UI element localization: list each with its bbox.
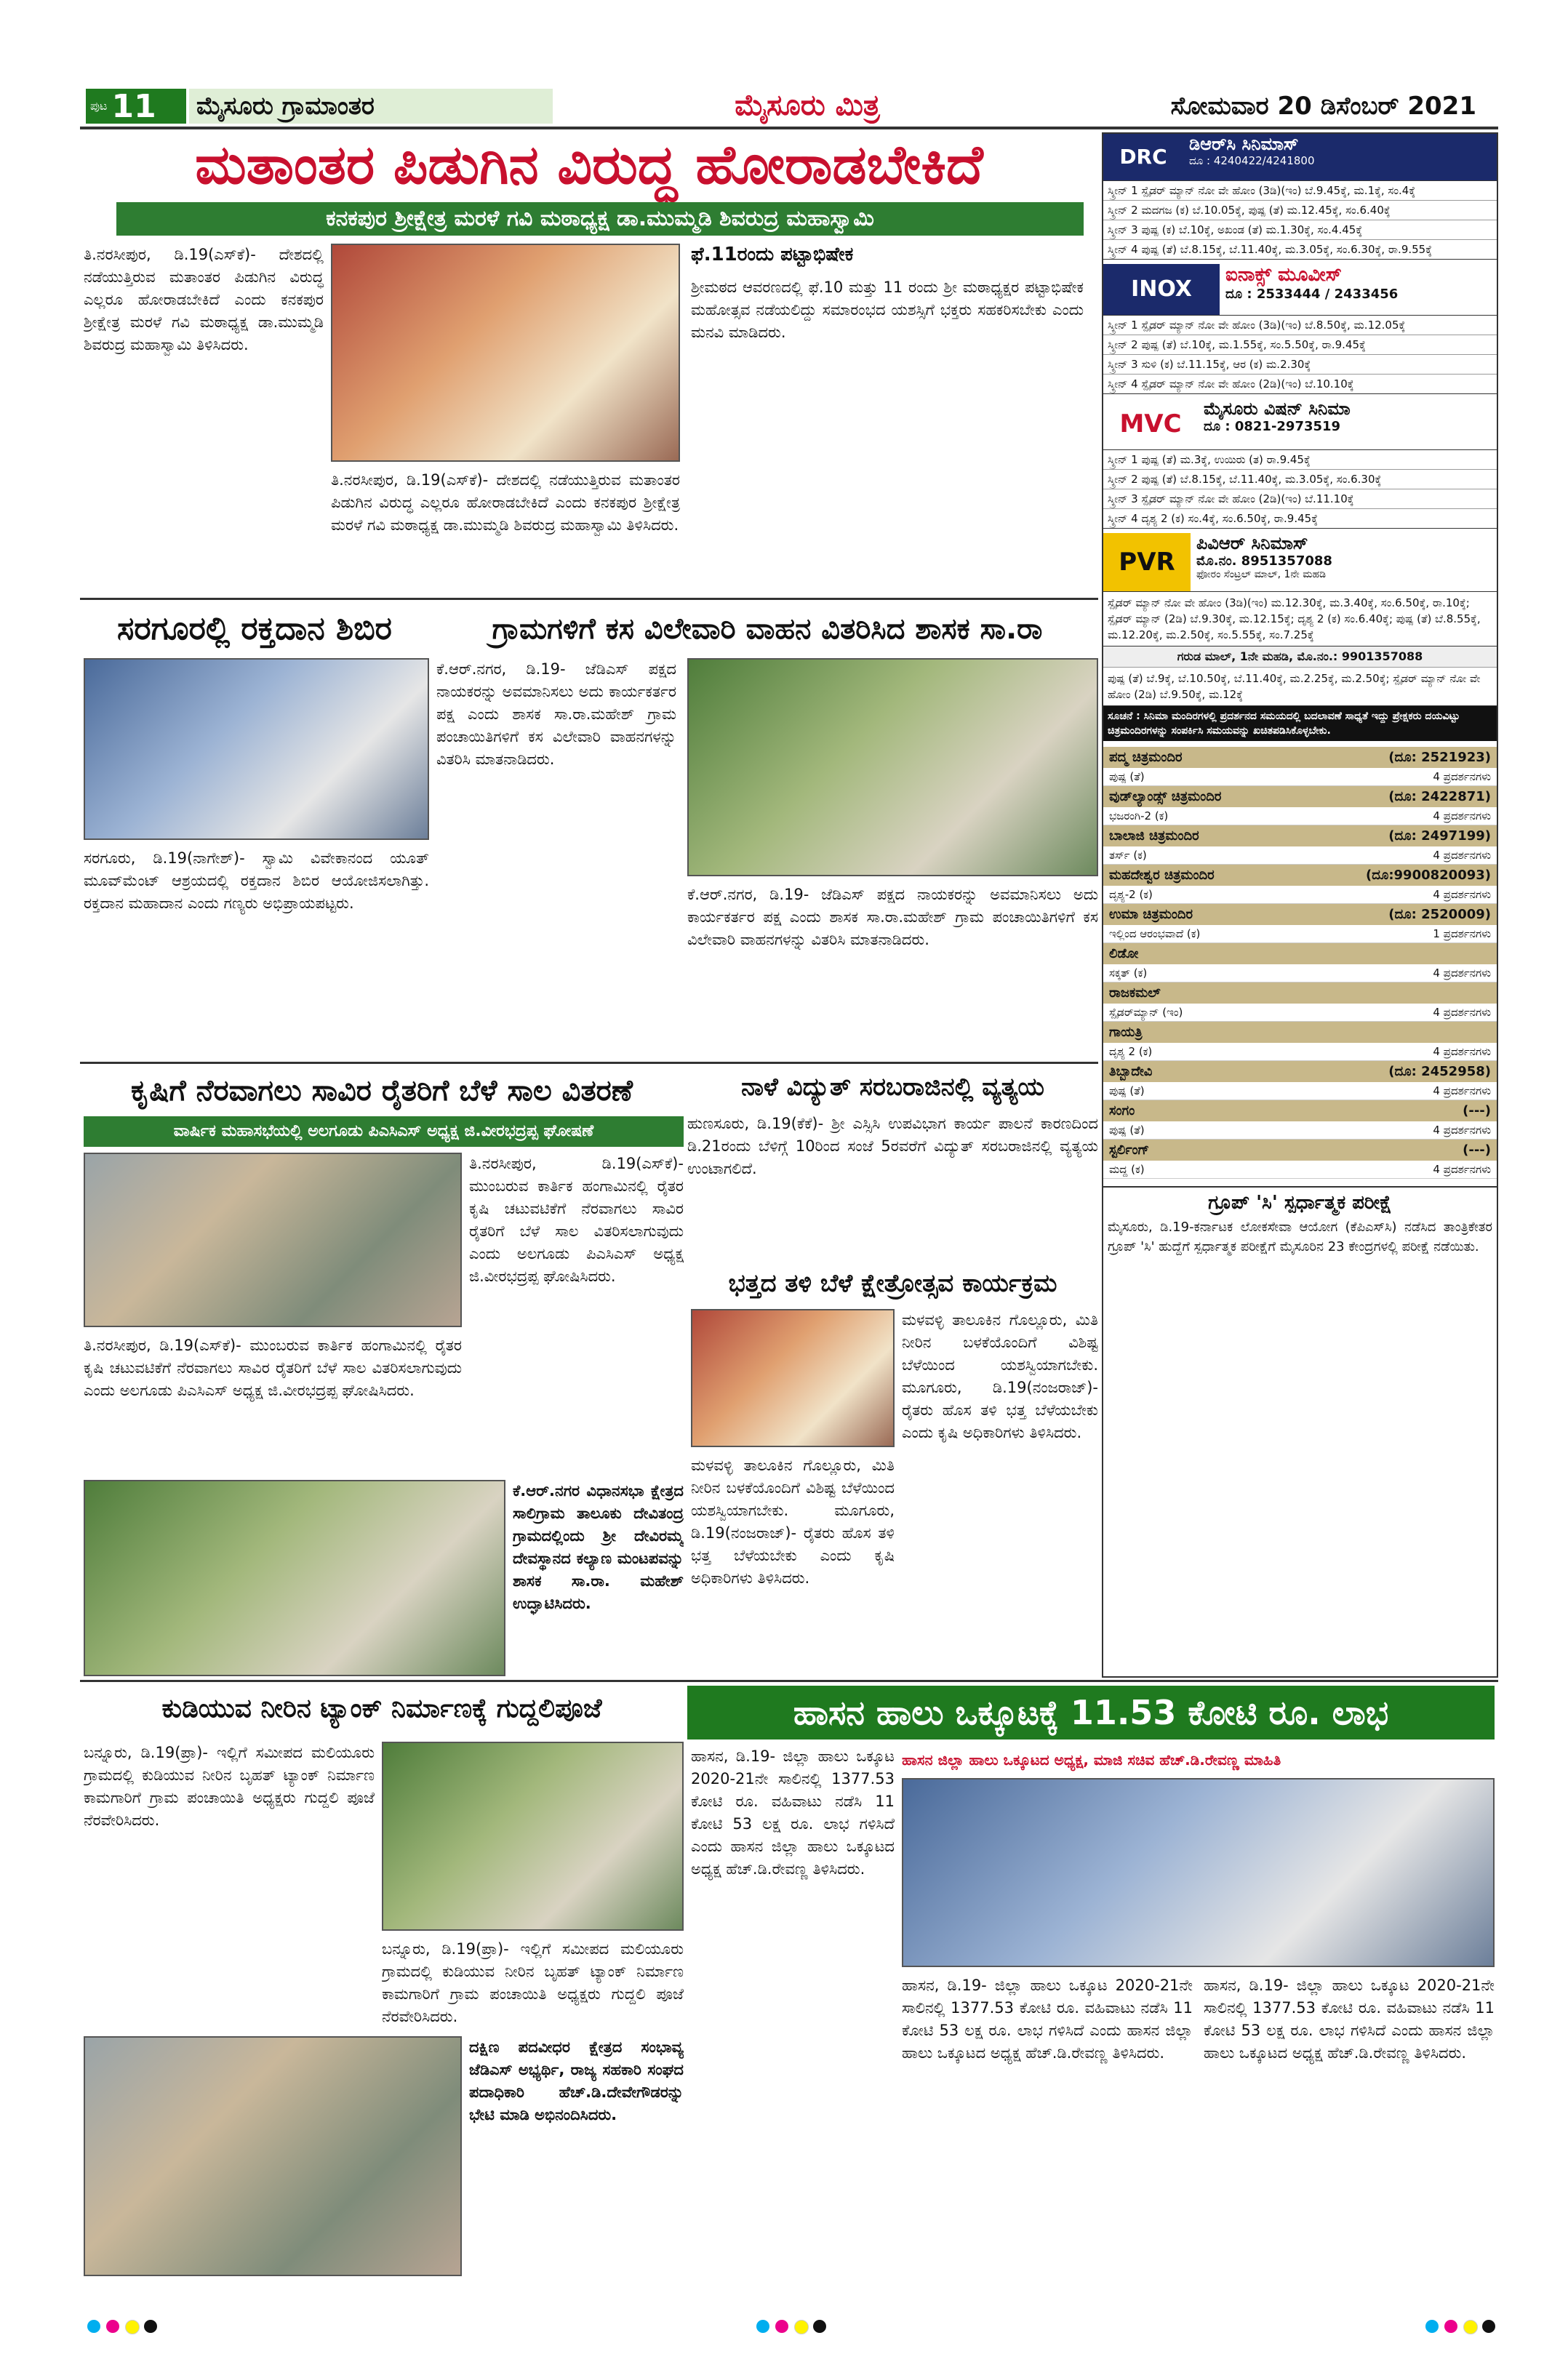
theatre-item: [1103, 1140, 1497, 1179]
garuda-schedule: ಪುಷ್ಪ (ತೆ) ಬೆ.9ಕ್ಕೆ, ಬೆ.10.50ಕ್ಕೆ, ಬೆ.11.40ಕ್ಕೆ, ಮ.2.25ಕ್ಕೆ, ಮ.2.50ಕ್ಕೆ; ಸ್ಪೈಡರ್ ಮ್ಯಾನ್ ನೋ ವೇ ಹೋಂ (2ಡಿ) ಬೆ.9.50ಕ್ಕೆ, ಮ.12ಕ್ಕೆ: [1103, 668, 1497, 706]
loan-body: ತಿ.ನರಸೀಪುರ, ಡಿ.19(ಎಸ್‌ಕೆ)- ಮುಂಬರುವ ಕಾರ್ತಿಕ ಹಂಗಾಮಿನಲ್ಲಿ ರೈತರ ಕೃಷಿ ಚಟುವಟಿಕೆಗೆ ನೆರವಾಗಲು ಸಾವಿರ ರೈತರಿಗೆ ಬೆಳೆ ಸಾಲ ವಿತರಿಸಲಾಗುವುದು ಎಂದು ಅಲಗೂಡು ಪಿಎಸಿಎಸ್ ಅಧ್ಯಕ್ಷ ಜಿ.ವೀರಭದ್ರಪ್ಪ ಘೋಷಿಸಿದರು.: [469, 1155, 684, 1285]
theatre-phone: (ದೂ:9900820093): [1365, 868, 1491, 883]
theatre-name: ಲಿಡೋ: [1109, 946, 1139, 961]
mvc-row: ಸ್ಕ್ರೀನ್ 1 ಪುಷ್ಪ (ತೆ) ಮ.3ಕ್ಕೆ, ಉಯಿರು (ತ) ರಾ.9.45ಕ್ಕೆ: [1103, 450, 1497, 470]
registration-dot: [1482, 2320, 1495, 2333]
theatre-name: ಸ್ಟರ್ಲಿಂಗ್: [1109, 1142, 1150, 1158]
theatre-item: [1103, 786, 1497, 825]
theatre-movie: ಪುಷ್ಪ (ತೆ): [1109, 1124, 1145, 1137]
theatre-phone: (---): [1463, 1103, 1491, 1118]
theatre-shows: 1 ಪ್ರದರ್ಶನಗಳು: [1433, 927, 1491, 940]
page-number-badge: [86, 89, 186, 124]
power-body: ಹುಣಸೂರು, ಡಿ.19(ಕೆಕೆ)- ಶ್ರೀ ಎಸ್ಸಿಸಿ ಉಪವಿಭಾಗ ಕಾರ್ಯ ಪಾಲನೆ ಕಾರಣದಿಂದ ಡಿ.21ರಂದು ಬೆಳಿಗ್ಗೆ 10ರಿಂದ ಸಂಜೆ 5ರವರೆಗೆ ವಿದ್ಯುತ್ ಸರಬರಾಜಿನಲ್ಲಿ ವ್ಯತ್ಯಯ ಉಂಟಾಗಲಿದೆ.: [687, 1115, 1098, 1177]
lead-body-col1: ತಿ.ನರಸೀಪುರ, ಡಿ.19(ಎಸ್‌ಕೆ)- ದೇಶದಲ್ಲಿ ನಡೆಯುತ್ತಿರುವ ಮತಾಂತರ ಪಿಡುಗಿನ ವಿರುದ್ಧ ಎಲ್ಲರೂ ಹೋರಾಡಬೇಕಿದೆ ಎಂದು ಕನಕಪುರ ಶ್ರೀಕ್ಷೇತ್ರ ಮರಳೆ ಗವಿ ಮಠಾಧ್ಯಕ್ಷ ಡಾ.ಮುಮ್ಮಡಿ ಶಿವರುದ್ರ ಮಹಾಸ್ವಾಮಿ ತಿಳಿಸಿದರು.: [84, 246, 324, 353]
inox-row: ಸ್ಕ್ರೀನ್ 4 ಸ್ಪೈಡರ್ ಮ್ಯಾನ್ ನೋ ವೇ ಹೋಂ (2ಡಿ)(ಇಂ) ಬೆ.10.10ಕ್ಕೆ: [1103, 375, 1497, 394]
lead-subhead: ಕನಕಪುರ ಶ್ರೀಕ್ಷೇತ್ರ ಮರಳೆ ಗವಿ ಮಠಾಧ್ಯಕ್ಷ ಡಾ.ಮುಮ್ಮಡಿ ಶಿವರುದ್ರ ಮಹಾಸ್ವಾಮಿ: [116, 202, 1084, 236]
theatre-item: [1103, 825, 1497, 865]
theatre-movie: ಭಜರಂಗಿ-2 (ಕ): [1109, 809, 1169, 822]
theatre-movie: ಮದ್ದ (ಕ): [1109, 1163, 1145, 1176]
milk-body-3: ಹಾಸನ, ಡಿ.19- ಜಿಲ್ಲಾ ಹಾಲು ಒಕ್ಕೂಟ 2020-21ನೇ ಸಾಲಿನಲ್ಲಿ 1377.53 ಕೋಟಿ ರೂ. ವಹಿವಾಟು ನಡೆಸಿ 11 ಕೋಟಿ 53 ಲಕ್ಷ ರೂ. ಲಾಭ ಗಳಿಸಿದೆ ಎಂದು ಹಾಸನ ಜಿಲ್ಲಾ ಹಾಲು ಒಕ್ಕೂಟದ ಅಧ್ಯಕ್ಷ ಹೆಚ್.ಡಿ.ರೇವಣ್ಣ ತಿಳಿಸಿದರು.: [1204, 1977, 1495, 2062]
drc-logo: DRC: [1103, 134, 1183, 180]
masthead: ಮೈಸೂರು ಮಿತ್ರ: [735, 89, 880, 122]
header-rule: [80, 127, 1498, 129]
drc-row: ಸ್ಕ್ರೀನ್ 4 ಪುಷ್ಪ (ತೆ) ಬೆ.8.15ಕ್ಕೆ, ಬೆ.11.40ಕ್ಕೆ, ಮ.3.05ಕ್ಕೆ, ಸಂ.6.30ಕ್ಕೆ, ರಾ.9.55ಕ್ಕೆ: [1103, 240, 1497, 260]
paddy-headline: ಭತ್ತದ ತಳಿ ಬೆಳೆ ಕ್ಷೇತ್ರೋತ್ಸವ ಕಾರ್ಯಕ್ರಮ: [728, 1269, 1057, 1298]
mvc-name: ಮೈಸೂರು ವಿಷನ್ ಸಿನಿಮಾ: [1204, 399, 1351, 419]
tank-body-2: ಬನ್ನೂರು, ಡಿ.19(ಪ್ರಾ)- ಇಲ್ಲಿಗೆ ಸಮೀಪದ ಮಲಿಯೂರು ಗ್ರಾಮದಲ್ಲಿ ಕುಡಿಯುವ ನೀರಿನ ಬೃಹತ್ ಟ್ಯಾಂಕ್ ನಿರ್ಮಾಣ ಕಾಮಗಾರಿಗೆ ಗ್ರಾಮ ಪಂಚಾಯಿತಿ ಅಧ್ಯಕ್ಷರು ಗುದ್ದಲಿ ಪೂಜೆ ನೆರವೇರಿಸಿದರು.: [382, 1940, 684, 2025]
inox-name: ಐನಾಕ್ಸ್ ಮೂವೀಸ್: [1225, 264, 1342, 286]
theatre-name: ಸಂಗಂ: [1109, 1103, 1135, 1118]
mvc-logo: MVC: [1119, 409, 1182, 439]
theatre-item: [1103, 982, 1497, 1022]
inox-row: ಸ್ಕ್ರೀನ್ 3 ಸುಳಿ (ಕ) ಬೆ.11.15ಕ್ಕೆ, ಆರ (ಕ) ಮ.2.30ಕ್ಕೆ: [1103, 355, 1497, 375]
mvc-row: ಸ್ಕ್ರೀನ್ 2 ಪುಷ್ಪ (ತೆ) ಬೆ.8.15ಕ್ಕೆ, ಬೆ.11.40ಕ್ಕೆ, ಮ.3.05ಕ್ಕೆ, ಸಂ.6.30ಕ್ಕೆ: [1103, 470, 1497, 489]
lead-body-col2: ಶ್ರೀಮಠದ ಆವರಣದಲ್ಲಿ ಫೆ.10 ಮತ್ತು 11 ರಂದು ಶ್ರೀ ಮಠಾಧ್ಯಕ್ಷರ ಪಟ್ಟಾಭಿಷೇಕ ಮಹೋತ್ಸವ ನಡೆಯಲಿದ್ದು ಸಮಾರಂಭದ ಯಶಸ್ಸಿಗೆ ಭಕ್ತರು ಸಹಕರಿಸಬೇಕು ಎಂದು ಮನವಿ ಮಾಡಿದರು.: [691, 279, 1084, 341]
pvr-phone: ಮೊ.ನಂ. 8951357088: [1196, 553, 1332, 569]
exam-body: ಮೈಸೂರು, ಡಿ.19-ಕರ್ನಾಟಕ ಲೋಕಸೇವಾ ಆಯೋಗ (ಕೆಪಿಎಸ್‌ಸಿ) ನಡೆಸಿದ ತಾಂತ್ರಿಕೇತರ ಗ್ರೂಪ್ 'ಸಿ' ಹುದ್ದೆಗೆ ಸ್ಪರ್ಧಾತ್ಮಕ ಪರೀಕ್ಷೆಗೆ ಮೈಸೂರಿನ 23 ಕೇಂದ್ರಗಳಲ್ಲಿ ಪರೀಕ್ಷೆ ನಡೆಯಿತು.: [1108, 1220, 1492, 1254]
inauguration-photo: [84, 1480, 505, 1676]
paddy-photo: [691, 1309, 895, 1447]
page-number: 11: [111, 87, 156, 125]
milk-headline: ಹಾಸನ ಹಾಲು ಒಕ್ಕೂಟಕ್ಕೆ 11.53 ಕೋಟಿ ರೂ. ಲಾಭ: [687, 1686, 1495, 1740]
theatre-movie: ತರ್ಸ್ (ಕ): [1109, 849, 1147, 862]
garbage-body-2: ಕೆ.ಆರ್.ನಗರ, ಡಿ.19- ಜೆಡಿಎಸ್ ಪಕ್ಷದ ನಾಯಕರನ್ನು ಅವಮಾನಿಸಲು ಅದು ಕಾರ್ಯಕರ್ತರ ಪಕ್ಷ ಎಂದು ಶಾಸಕ ಸಾ.ರಾ.ಮಹೇಶ್ ಗ್ರಾಮ ಪಂಚಾಯಿತಿಗಳಿಗೆ ಕಸ ವಿಲೇವಾರಿ ವಾಹನಗಳನ್ನು ವಿತರಿಸಿ ಮಾತನಾಡಿದರು.: [687, 886, 1098, 948]
meeting-photo: [84, 2036, 462, 2276]
drc-name: ಡಿಆರ್‌ಸಿ ಸಿನಿಮಾಸ್: [1189, 134, 1299, 154]
theatre-name: ಪದ್ಮ ಚಿತ್ರಮಂದಿರ: [1109, 750, 1183, 765]
inox-logo: INOX: [1103, 264, 1220, 315]
theatre-item: [1103, 865, 1497, 904]
garbage-headline: ಗ್ರಾಮಗಳಿಗೆ ಕಸ ವಿಲೇವಾರಿ ವಾಹನ ವಿತರಿಸಿದ ಶಾಸಕ ಸಾ.ರಾ: [492, 612, 1043, 646]
theatre-phone: (ದೂ: 2520009): [1388, 907, 1491, 922]
theatre-shows: 4 ಪ್ರದರ್ಶನಗಳು: [1433, 809, 1491, 822]
theatre-name: ಉಮಾ ಚಿತ್ರಮಂದಿರ: [1109, 907, 1193, 922]
theatre-shows: 4 ಪ್ರದರ್ಶನಗಳು: [1433, 1084, 1491, 1097]
paddy-body: ಮಳವಳ್ಳಿ ತಾಲೂಕಿನ ಗೊಲ್ಲೂರು, ಮಿತಿ ನೀರಿನ ಬಳಕೆಯೊಂದಿಗೆ ವಿಶಿಷ್ಟ ಬೆಳೆಯಿಂದ ಯಶಸ್ವಿಯಾಗಬೇಕು. ಮೂಗೂರು, ಡಿ.19(ನಂಜರಾಜ್)- ರೈತರು ಹೊಸ ತಳಿ ಭತ್ತ ಬೆಳೆಯಬೇಕು ಎಂದು ಕೃಷಿ ಅಧಿಕಾರಿಗಳು ತಿಳಿಸಿದರು.: [902, 1311, 1098, 1441]
registration-dot: [1444, 2320, 1457, 2333]
pvr-schedule: ಸ್ಪೈಡರ್ ಮ್ಯಾನ್ ನೋ ವೇ ಹೋಂ (3ಡಿ)(ಇಂ) ಮ.12.30ಕ್ಕೆ, ಮ.3.40ಕ್ಕೆ, ಸಂ.6.50ಕ್ಕೆ, ರಾ.10ಕ್ಕೆ; ಸ್ಪೈಡರ್ ಮ್ಯಾನ್ (2ಡಿ) ಬೆ.9.30ಕ್ಕೆ, ಮ.12.15ಕ್ಕೆ; ದೃಶ್ಯ 2 (ಕ) ಸಂ.6.40ಕ್ಕೆ; ಪುಷ್ಪ (ತೆ) ಬೆ.8.55ಕ್ಕೆ, ಮ.12.20ಕ್ಕೆ, ಮ.2.50ಕ್ಕೆ, ಸಂ.5.55ಕ್ಕೆ, ಸಂ.7.25ಕ್ಕೆ: [1103, 592, 1497, 646]
tank-photo: [382, 1742, 684, 1931]
pvr-logo: PVR: [1103, 533, 1191, 591]
registration-dot: [794, 2320, 809, 2334]
blood-headline: ಸರಗೂರಲ್ಲಿ ರಕ್ತದಾನ ಶಿಬಿರ: [117, 610, 392, 647]
inauguration-caption: ಕೆ.ಆರ್.ನಗರ ವಿಧಾನಸಭಾ ಕ್ಷೇತ್ರದ ಸಾಲಿಗ್ರಾಮ ತಾಲೂಕು ದೇವಿತಂದ್ರ ಗ್ರಾಮದಲ್ಲಿಂದು ಶ್ರೀ ದೇವಿರಮ್ಮ ದೇವಸ್ಥಾನದ ಕಲ್ಯಾಣ ಮಂಟಪವನ್ನು ಶಾಸಕ ಸಾ.ರಾ. ಮಹೇಶ್ ಉದ್ಘಾಟಿಸಿದರು.: [513, 1482, 684, 1612]
issue-date: ಸೋಮವಾರ 20 ಡಿಸೆಂಬರ್ 2021: [1170, 92, 1476, 121]
theatre-item: [1103, 904, 1497, 943]
registration-dot: [87, 2320, 100, 2333]
inox-row: ಸ್ಕ್ರೀನ್ 2 ಪುಷ್ಪ (ತೆ) ಬೆ.10ಕ್ಕೆ, ಮ.1.55ಕ್ಕೆ, ಸಂ.5.50ಕ್ಕೆ, ರಾ.9.45ಕ್ಕೆ: [1103, 335, 1497, 355]
theatre-item: [1103, 747, 1497, 786]
milk-body: ಹಾಸನ, ಡಿ.19- ಜಿಲ್ಲಾ ಹಾಲು ಒಕ್ಕೂಟ 2020-21ನೇ ಸಾಲಿನಲ್ಲಿ 1377.53 ಕೋಟಿ ರೂ. ವಹಿವಾಟು ನಡೆಸಿ 11 ಕೋಟಿ 53 ಲಕ್ಷ ರೂ. ಲಾಭ ಗಳಿಸಿದೆ ಎಂದು ಹಾಸನ ಜಿಲ್ಲಾ ಹಾಲು ಒಕ್ಕೂಟದ ಅಧ್ಯಕ್ಷ ಹೆಚ್.ಡಿ.ರೇವಣ್ಣ ತಿಳಿಸಿದರು.: [691, 1748, 895, 1878]
drc-row: ಸ್ಕ್ರೀನ್ 2 ಮದಗಜ (ಕ) ಬೆ.10.05ಕ್ಕೆ, ಪುಷ್ಪ (ತೆ) ಮ.12.45ಕ್ಕೆ, ಸಂ.6.40ಕ್ಕೆ: [1103, 201, 1497, 220]
loan-photo: [84, 1153, 462, 1327]
lead-headline: ಮತಾಂತರ ಪಿಡುಗಿನ ವಿರುದ್ಧ ಹೋರಾಡಬೇಕಿದೆ: [195, 134, 983, 196]
drc-row: ಸ್ಕ್ರೀನ್ 3 ಪುಷ್ಪ (ಕ) ಬೆ.10ಕ್ಕೆ, ಅಖಂಡ (ತೆ) ಮ.1.30ಕ್ಕೆ, ಸಂ.4.45ಕ್ಕೆ: [1103, 220, 1497, 240]
theatre-phone: (ದೂ: 2422871): [1388, 789, 1491, 804]
loan-headline: ಕೃಷಿಗೆ ನೆರವಾಗಲು ಸಾವಿರ ರೈತರಿಗೆ ಬೆಳೆ ಸಾಲ ವಿತರಣೆ: [131, 1074, 633, 1108]
theatre-movie: ಸಕ್ಕತ್ (ಕ): [1109, 966, 1148, 980]
page-header: [80, 86, 1498, 125]
milk-photo: [902, 1778, 1495, 1967]
theatre-phone: (---): [1463, 1142, 1491, 1158]
tank-headline: ಕುಡಿಯುವ ನೀರಿನ ಟ್ಯಾಂಕ್ ನಿರ್ಮಾಣಕ್ಕೆ ಗುದ್ದಲಿಪೂಜೆ: [161, 1694, 602, 1724]
theatre-movie: ಸ್ಪೈಡರ್‌ಮ್ಯಾನ್ (ಇಂ): [1109, 1006, 1183, 1019]
page-label: ಪುಟ: [90, 99, 108, 113]
garbage-photo: [687, 658, 1098, 876]
mvc-phone: ದೂ : 0821-2973519: [1204, 419, 1341, 434]
theatre-movie: ದೃಶ್ಯ-2 (ಕ): [1109, 888, 1153, 901]
exam-headline: ಗ್ರೂಪ್ 'ಸಿ' ಸ್ಪರ್ಧಾತ್ಮಕ ಪರೀಕ್ಷೆ: [1103, 1186, 1497, 1214]
theatre-shows: 4 ಪ್ರದರ್ಶನಗಳು: [1433, 966, 1491, 980]
theatre-phone: (ದೂ: 2452958): [1388, 1064, 1491, 1079]
milk-strap: ಹಾಸನ ಜಿಲ್ಲಾ ಹಾಲು ಒಕ್ಕೂಟದ ಅಧ್ಯಕ್ಷ, ಮಾಜಿ ಸಚಿವ ಹೆಚ್.ಡಿ.ರೇವಣ್ಣ ಮಾಹಿತಿ: [902, 1751, 1281, 1769]
cinema-column: [1102, 132, 1498, 1678]
theatre-shows: 4 ಪ್ರದರ್ಶನಗಳು: [1433, 1006, 1491, 1019]
meeting-caption: ದಕ್ಷಿಣ ಪದವೀಧರ ಕ್ಷೇತ್ರದ ಸಂಭಾವ್ಯ ಜೆಡಿಎಸ್ ಅಭ್ಯರ್ಥಿ, ರಾಜ್ಯ ಸಹಕಾರಿ ಸಂಘದ ಪದಾಧಿಕಾರಿ ಹೆಚ್.ಡಿ.ದೇವೇಗೌಡರನ್ನು ಭೇಟಿ ಮಾಡಿ ಅಭಿನಂದಿಸಿದರು.: [469, 2038, 684, 2123]
drc-row: ಸ್ಕ್ರೀನ್ 1 ಸ್ಪೈಡರ್ ಮ್ಯಾನ್ ನೋ ವೇ ಹೋಂ (3ಡಿ)(ಇಂ) ಬೆ.9.45ಕ್ಕೆ, ಮ.1ಕ್ಕೆ, ಸಂ.4ಕ್ಕೆ: [1103, 181, 1497, 201]
theatre-shows: 4 ಪ್ರದರ್ಶನಗಳು: [1433, 1045, 1491, 1058]
theatre-shows: 4 ಪ್ರದರ್ಶನಗಳು: [1433, 888, 1491, 901]
theatre-name: ರಾಜಕಮಲ್: [1109, 985, 1161, 1001]
registration-dot: [1425, 2320, 1439, 2333]
milk-body-2: ಹಾಸನ, ಡಿ.19- ಜಿಲ್ಲಾ ಹಾಲು ಒಕ್ಕೂಟ 2020-21ನೇ ಸಾಲಿನಲ್ಲಿ 1377.53 ಕೋಟಿ ರೂ. ವಹಿವಾಟು ನಡೆಸಿ 11 ಕೋಟಿ 53 ಲಕ್ಷ ರೂ. ಲಾಭ ಗಳಿಸಿದೆ ಎಂದು ಹಾಸನ ಜಿಲ್ಲಾ ಹಾಲು ಒಕ್ಕೂಟದ ಅಧ್ಯಕ್ಷ ಹೆಚ್.ಡಿ.ರೇವಣ್ಣ ತಿಳಿಸಿದರು.: [902, 1977, 1193, 2062]
theatre-name: ಮಹದೇಶ್ವರ ಚಿತ್ರಮಂದಿರ: [1109, 868, 1215, 883]
mvc-row: ಸ್ಕ್ರೀನ್ 3 ಸ್ಪೈಡರ್ ಮ್ಯಾನ್ ನೋ ವೇ ಹೋಂ (2ಡಿ)(ಇಂ) ಬೆ.11.10ಕ್ಕೆ: [1103, 489, 1497, 509]
theatre-item: [1103, 943, 1497, 982]
cinema-notice: ಸೂಚನೆ : ಸಿನಿಮಾ ಮಂದಿರಗಳಲ್ಲಿ ಪ್ರದರ್ಶನದ ಸಮಯದಲ್ಲಿ ಬದಲಾವಣೆ ಸಾಧ್ಯತೆ ಇದ್ದು ಪ್ರೇಕ್ಷಕರು ದಯವಿಟ್ಟು ಚಿತ್ರಮಂದಿರಗಳನ್ನು ಸಂಪರ್ಕಿಸಿ ಸಮಯವನ್ನು ಖಚಿತಪಡಿಸಿಕೊಳ್ಳಬೇಕು.: [1103, 706, 1497, 741]
drc-phone: ದೂ : 4240422/4241800: [1189, 154, 1315, 167]
mvc-header: [1103, 399, 1497, 450]
theatre-phone: (ದೂ: 2521923): [1388, 750, 1491, 765]
theatre-movie: ಇಲ್ಲಿಂದ ಆರಂಭವಾದೆ (ಕ): [1109, 927, 1201, 940]
theatre-item: [1103, 1061, 1497, 1100]
registration-dot: [756, 2320, 769, 2333]
theatre-name: ತಿಬ್ಬಾದೇವಿ: [1109, 1064, 1153, 1079]
theatre-item: [1103, 1022, 1497, 1061]
tank-body: ಬನ್ನೂರು, ಡಿ.19(ಪ್ರಾ)- ಇಲ್ಲಿಗೆ ಸಮೀಪದ ಮಲಿಯೂರು ಗ್ರಾಮದಲ್ಲಿ ಕುಡಿಯುವ ನೀರಿನ ಬೃಹತ್ ಟ್ಯಾಂಕ್ ನಿರ್ಮಾಣ ಕಾಮಗಾರಿಗೆ ಗ್ರಾಮ ಪಂಚಾಯಿತಿ ಅಧ್ಯಕ್ಷರು ಗುದ್ದಲಿ ಪೂಜೆ ನೆರವೇರಿಸಿದರು.: [84, 1744, 375, 1829]
blood-body: ಸರಗೂರು, ಡಿ.19(ನಾಗೇಶ್)- ಸ್ವಾಮಿ ವಿವೇಕಾನಂದ ಯೂತ್ ಮೂವ್‌ಮೆಂಟ್ ಆಶ್ರಯದಲ್ಲಿ ರಕ್ತದಾನ ಶಿಬಿರ ಆಯೋಜಿಸಲಾಗಿತ್ತು. ರಕ್ತದಾನ ಮಹಾದಾನ ಎಂದು ಗಣ್ಯರು ಅಭಿಪ್ರಾಯಪಟ್ಟರು.: [84, 849, 429, 912]
lead-body-col3: ತಿ.ನರಸೀಪುರ, ಡಿ.19(ಎಸ್‌ಕೆ)- ದೇಶದಲ್ಲಿ ನಡೆಯುತ್ತಿರುವ ಮತಾಂತರ ಪಿಡುಗಿನ ವಿರುದ್ಧ ಎಲ್ಲರೂ ಹೋರಾಡಬೇಕಿದೆ ಎಂದು ಕನಕಪುರ ಶ್ರೀಕ್ಷೇತ್ರ ಮರಳೆ ಗವಿ ಮಠಾಧ್ಯಕ್ಷ ಡಾ.ಮುಮ್ಮಡಿ ಶಿವರುದ್ರ ಮಹಾಸ್ವಾಮಿ ತಿಳಿಸಿದರು.: [331, 471, 680, 534]
garuda-header: ಗರುಡ ಮಾಲ್, 1ನೇ ಮಹಡಿ, ಮೊ.ನಂ.: 9901357088: [1103, 646, 1497, 668]
pvr-place: ಫೋರಂ ಸೆಂಟ್ರಲ್ ಮಾಲ್, 1ನೇ ಮಹಡಿ: [1196, 569, 1327, 580]
theatre-phone: (ದೂ: 2497199): [1388, 828, 1491, 844]
theatre-movie: ಪುಷ್ಪ (ತೆ): [1109, 1084, 1145, 1097]
divider-3: [80, 1680, 1498, 1682]
loan-body-2: ತಿ.ನರಸೀಪುರ, ಡಿ.19(ಎಸ್‌ಕೆ)- ಮುಂಬರುವ ಕಾರ್ತಿಕ ಹಂಗಾಮಿನಲ್ಲಿ ರೈತರ ಕೃಷಿ ಚಟುವಟಿಕೆಗೆ ನೆರವಾಗಲು ಸಾವಿರ ರೈತರಿಗೆ ಬೆಳೆ ಸಾಲ ವಿತರಿಸಲಾಗುವುದು ಎಂದು ಅಲಗೂಡು ಪಿಎಸಿಎಸ್ ಅಧ್ಯಕ್ಷ ಜಿ.ವೀರಭದ್ರಪ್ಪ ಘೋಷಿಸಿದರು.: [84, 1337, 462, 1399]
lead-side-head: ಫೆ.11ರಂದು ಪಟ್ಟಾಭಿಷೇಕ: [691, 244, 854, 265]
theatre-shows: 4 ಪ್ರದರ್ಶನಗಳು: [1433, 770, 1491, 783]
theatre-list: [1103, 747, 1497, 1179]
registration-dot: [125, 2320, 140, 2334]
theatre-name: ವುಡ್‌ಲ್ಯಾಂಡ್ಸ್ ಚಿತ್ರಮಂದಿರ: [1109, 789, 1222, 804]
divider-2: [80, 1062, 1098, 1064]
paddy-body-2: ಮಳವಳ್ಳಿ ತಾಲೂಕಿನ ಗೊಲ್ಲೂರು, ಮಿತಿ ನೀರಿನ ಬಳಕೆಯೊಂದಿಗೆ ವಿಶಿಷ್ಟ ಬೆಳೆಯಿಂದ ಯಶಸ್ವಿಯಾಗಬೇಕು. ಮೂಗೂರು, ಡಿ.19(ನಂಜರಾಜ್)- ರೈತರು ಹೊಸ ತಳಿ ಭತ್ತ ಬೆಳೆಯಬೇಕು ಎಂದು ಕೃಷಿ ಅಧಿಕಾರಿಗಳು ತಿಳಿಸಿದರು.: [691, 1457, 895, 1587]
section-name: ಮೈಸೂರು ಗ್ರಾಮಾಂತರ: [189, 89, 553, 124]
theatre-shows: 4 ಪ್ರದರ್ಶನಗಳು: [1433, 1124, 1491, 1137]
registration-dot: [813, 2320, 826, 2333]
inox-row: ಸ್ಕ್ರೀನ್ 1 ಸ್ಪೈಡರ್ ಮ್ಯಾನ್ ನೋ ವೇ ಹೋಂ (3ಡಿ)(ಇಂ) ಬೆ.8.50ಕ್ಕೆ, ಮ.12.05ಕ್ಕೆ: [1103, 316, 1497, 335]
mvc-row: ಸ್ಕ್ರೀನ್ 4 ದೃಶ್ಯ 2 (ಕ) ಸಂ.4ಕ್ಕೆ, ಸಂ.6.50ಕ್ಕೆ, ರಾ.9.45ಕ್ಕೆ: [1103, 509, 1497, 529]
theatre-shows: 4 ಪ್ರದರ್ಶನಗಳು: [1433, 849, 1491, 862]
registration-dot: [775, 2320, 788, 2333]
theatre-name: ಬಾಲಾಜಿ ಚಿತ್ರಮಂದಿರ: [1109, 828, 1199, 844]
garbage-body: ಕೆ.ಆರ್.ನಗರ, ಡಿ.19- ಜೆಡಿಎಸ್ ಪಕ್ಷದ ನಾಯಕರನ್ನು ಅವಮಾನಿಸಲು ಅದು ಕಾರ್ಯಕರ್ತರ ಪಕ್ಷ ಎಂದು ಶಾಸಕ ಸಾ.ರಾ.ಮಹೇಶ್ ಗ್ರಾಮ ಪಂಚಾಯಿತಿಗಳಿಗೆ ಕಸ ವಿಲೇವಾರಿ ವಾಹನಗಳನ್ನು ವಿತರಿಸಿ ಮಾತನಾಡಿದರು.: [436, 660, 676, 768]
theatre-movie: ಪುಷ್ಪ (ತೆ): [1109, 770, 1145, 783]
theatre-name: ಗಾಯತ್ರಿ: [1109, 1025, 1143, 1040]
blood-photo: [84, 658, 429, 840]
inox-phone: ದೂ : 2533444 / 2433456: [1225, 287, 1399, 302]
registration-dot: [1463, 2320, 1478, 2334]
pvr-name: ಪಿವಿಆರ್ ಸಿನಿಮಾಸ್: [1196, 533, 1308, 553]
theatre-shows: 4 ಪ್ರದರ್ಶನಗಳು: [1433, 1163, 1491, 1176]
theatre-movie: ದೃಶ್ಯ 2 (ಕ): [1109, 1045, 1153, 1058]
registration-dot: [106, 2320, 119, 2333]
lead-photo: [331, 244, 680, 462]
pvr-header: [1103, 533, 1497, 592]
power-headline: ನಾಳೆ ವಿದ್ಯುತ್ ಸರಬರಾಜಿನಲ್ಲಿ ವ್ಯತ್ಯಯ: [741, 1073, 1044, 1102]
theatre-item: [1103, 1100, 1497, 1140]
loan-strap: ವಾರ್ಷಿಕ ಮಹಾಸಭೆಯಲ್ಲಿ ಅಲಗೂಡು ಪಿಎಸಿಎಸ್ ಅಧ್ಯಕ್ಷ ಜಿ.ವೀರಭದ್ರಪ್ಪ ಘೋಷಣೆ: [84, 1116, 684, 1147]
inox-header: [1103, 264, 1497, 316]
drc-header: [1103, 134, 1497, 181]
registration-dot: [144, 2320, 157, 2333]
divider-1: [80, 598, 1098, 600]
